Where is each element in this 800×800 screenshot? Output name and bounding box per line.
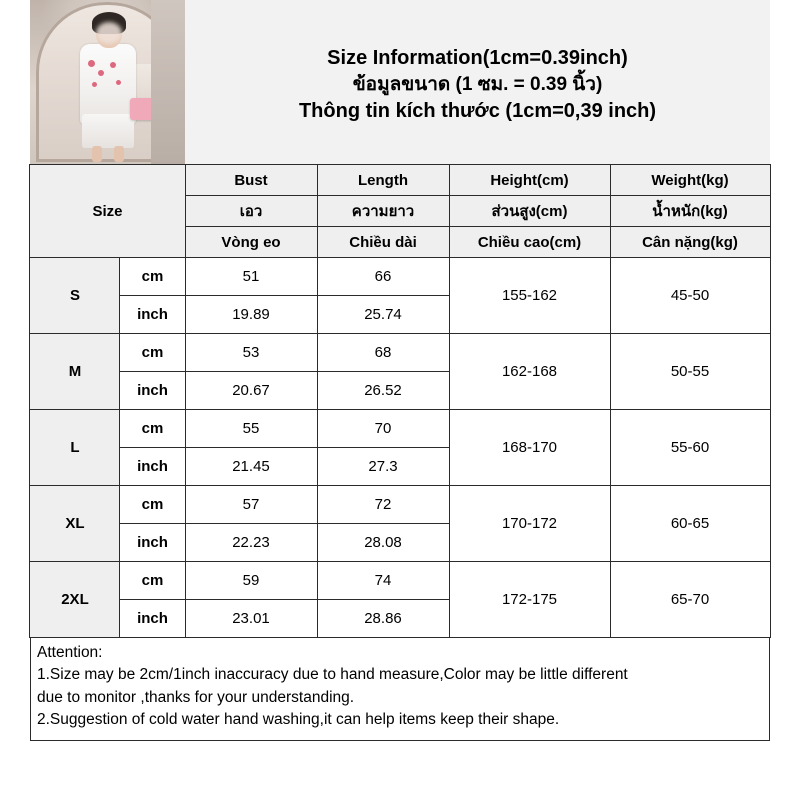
header-bust-vi: Vòng eo xyxy=(185,227,317,258)
table-header-row-en xyxy=(30,165,770,196)
header-size-label: Size xyxy=(30,165,185,258)
height-range: 162-168 xyxy=(449,334,610,410)
length-inch: 26.52 xyxy=(317,372,449,410)
bust-inch: 20.67 xyxy=(185,372,317,410)
unit-cm: cm xyxy=(120,562,185,600)
weight-range: 50-55 xyxy=(610,334,770,410)
header-bust-en: Bust xyxy=(185,165,317,196)
unit-inch: inch xyxy=(120,296,185,334)
size-table xyxy=(29,164,770,638)
photo-floral-dot xyxy=(98,70,104,76)
bust-cm: 51 xyxy=(185,258,317,296)
photo-floral-dot xyxy=(116,80,121,85)
bust-inch: 21.45 xyxy=(185,448,317,486)
title-line-vi: Thông tin kích thước (1cm=0,39 inch) xyxy=(298,99,657,122)
table-row xyxy=(30,410,770,448)
header-length-th: ความยาว xyxy=(317,196,449,227)
length-inch: 27.3 xyxy=(317,448,449,486)
length-inch: 28.86 xyxy=(317,600,449,638)
unit-cm: cm xyxy=(120,486,185,524)
photo-model-leg xyxy=(92,146,102,162)
weight-range: 45-50 xyxy=(610,258,770,334)
weight-range: 55-60 xyxy=(610,410,770,486)
row-size-label: L xyxy=(30,410,120,486)
bust-inch: 22.23 xyxy=(185,524,317,562)
length-cm: 74 xyxy=(317,562,449,600)
header-length-vi: Chiều dài xyxy=(317,227,449,258)
header-length-en: Length xyxy=(317,165,449,196)
unit-cm: cm xyxy=(120,334,185,372)
height-range: 172-175 xyxy=(449,562,610,638)
photo-model-leg xyxy=(114,146,124,162)
unit-inch: inch xyxy=(120,448,185,486)
length-cm: 66 xyxy=(317,258,449,296)
product-photo xyxy=(30,0,185,164)
unit-inch: inch xyxy=(120,524,185,562)
row-size-label: XL xyxy=(30,486,120,562)
attention-line-3: 2.Suggestion of cold water hand washing,it can help items keep their shape. xyxy=(37,711,560,729)
table-row xyxy=(30,562,770,600)
length-inch: 28.08 xyxy=(317,524,449,562)
bust-cm: 55 xyxy=(185,410,317,448)
photo-model-jacket xyxy=(80,44,136,124)
bust-inch: 23.01 xyxy=(185,600,317,638)
title-block xyxy=(185,0,770,164)
height-range: 170-172 xyxy=(449,486,610,562)
row-size-label: S xyxy=(30,258,120,334)
length-cm: 68 xyxy=(317,334,449,372)
attention-line-2: due to monitor ,thanks for your understanding. xyxy=(37,688,355,706)
length-cm: 72 xyxy=(317,486,449,524)
bust-cm: 59 xyxy=(185,562,317,600)
table-row xyxy=(30,334,770,372)
photo-floral-dot xyxy=(92,82,97,87)
height-range: 168-170 xyxy=(449,410,610,486)
photo-floral-dot xyxy=(88,60,95,67)
header-height-th: ส่วนสูง(cm) xyxy=(449,196,610,227)
row-size-label: M xyxy=(30,334,120,410)
photo-background xyxy=(30,0,185,164)
photo-model-skirt xyxy=(82,114,134,148)
title-line-en: Size Information(1cm=0.39inch) xyxy=(327,47,628,70)
unit-inch: inch xyxy=(120,600,185,638)
unit-cm: cm xyxy=(120,410,185,448)
table-row xyxy=(30,486,770,524)
header-weight-th: น้ำหนัก(kg) xyxy=(610,196,770,227)
header-height-vi: Chiều cao(cm) xyxy=(449,227,610,258)
header-height-en: Height(cm) xyxy=(449,165,610,196)
photo-floral-dot xyxy=(110,62,116,68)
photo-wall xyxy=(151,0,185,164)
weight-range: 65-70 xyxy=(610,562,770,638)
photo-blurred-face xyxy=(96,22,122,44)
attention-heading: Attention: xyxy=(37,644,103,661)
header-weight-en: Weight(kg) xyxy=(610,165,770,196)
length-cm: 70 xyxy=(317,410,449,448)
bust-cm: 57 xyxy=(185,486,317,524)
weight-range: 60-65 xyxy=(610,486,770,562)
bust-inch: 19.89 xyxy=(185,296,317,334)
bust-cm: 53 xyxy=(185,334,317,372)
title-line-th: ข้อมูลขนาด (1 ซม. = 0.39 นิ้ว) xyxy=(352,74,603,96)
table-row xyxy=(30,258,770,296)
row-size-label: 2XL xyxy=(30,562,120,638)
height-range: 155-162 xyxy=(449,258,610,334)
unit-cm: cm xyxy=(120,258,185,296)
attention-block xyxy=(30,638,770,741)
attention-line-1: 1.Size may be 2cm/1inch inaccuracy due to hand measure,Color may be little different xyxy=(37,666,628,684)
length-inch: 25.74 xyxy=(317,296,449,334)
header xyxy=(30,0,770,164)
unit-inch: inch xyxy=(120,372,185,410)
header-bust-th: เอว xyxy=(185,196,317,227)
header-weight-vi: Cân nặng(kg) xyxy=(610,227,770,258)
